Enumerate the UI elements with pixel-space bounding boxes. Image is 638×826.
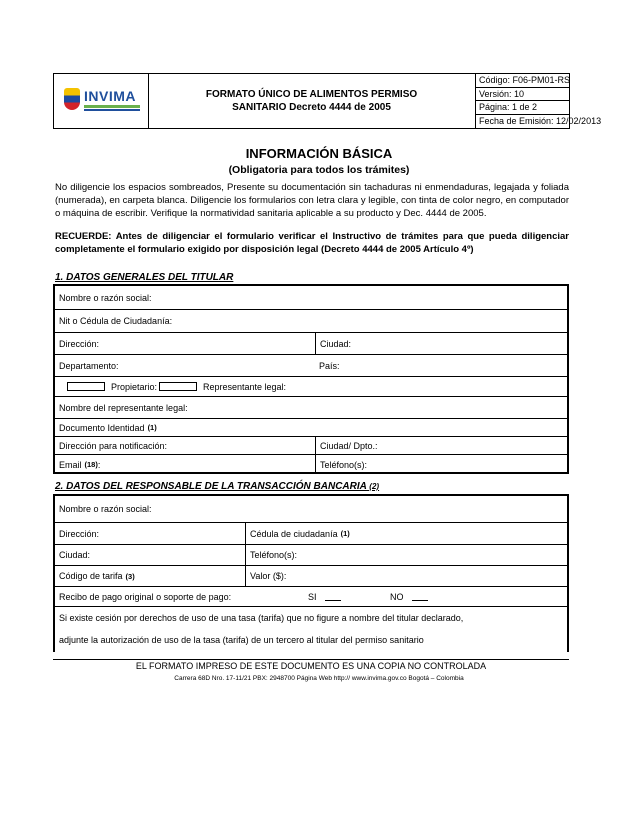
s2-direccion-row (55, 523, 567, 545)
email-colon: : (97, 459, 101, 470)
propietario-checkbox[interactable] (67, 382, 105, 391)
nit-row[interactable] (55, 310, 567, 333)
propietario-label: Propietario: (111, 381, 158, 392)
documento-row[interactable] (55, 419, 567, 437)
section-1-form (53, 284, 569, 474)
s2-recibo-label: Recibo de pago original o soporte de pago: (59, 591, 232, 602)
section-2-title (55, 481, 379, 492)
documento-label (55, 419, 567, 436)
s2-ciudad-field[interactable]: Ciudad: (59, 550, 91, 560)
reminder-text: RECUERDE: Antes de diligenciar el formulario verificar el Instructivo de trámites para que pueda diligenciar completamente el formulario exigido por disposición legal (Decreto 4444 de 2005 Artículo 4º) (55, 231, 569, 255)
tipo-row (55, 377, 567, 397)
s2-cedula-note: (1) (340, 529, 350, 538)
section-2-form (53, 494, 569, 652)
s2-direccion-field[interactable]: Dirección: (59, 528, 100, 539)
direccion-row (55, 333, 567, 355)
instructions-text: No diligencie los espacios sombreados, Presente su documentación sin tachaduras ni enmendaduras, legajada y foliada (numerada), en carpeta blanca. Diligencie los formularios con letra clara y legible, con tinta de color negro, en computador o máquina de escribir. Verifique la normatividad sanitaria aplicable a su producto y Dec. 4444 de 2005. (55, 182, 569, 219)
colombia-shield-icon (64, 88, 80, 110)
nit-label: Nit o Cédula de Ciudadanía: (59, 316, 173, 326)
s2-nombre-row[interactable] (55, 496, 567, 523)
departamento-field[interactable]: Departamento: (59, 360, 119, 371)
info-subtitle: (Obligatoria para todos los trámites) (228, 164, 410, 176)
ciudad-dpto-field[interactable]: Ciudad/ Dpto.: (315, 437, 567, 454)
section-1-title: 1. DATOS GENERALES DEL TITULAR (55, 272, 234, 283)
invima-wordmark: INVIMA (84, 88, 136, 104)
s2-cesion-row (55, 607, 567, 652)
nombre-representante-label: Nombre del representante legal: (59, 402, 188, 413)
section-2-title-note: (2) (369, 482, 380, 491)
departamento-row (55, 355, 567, 377)
document-meta (476, 74, 602, 128)
nombre-label: Nombre o razón social: (59, 292, 152, 303)
logo-stripe (84, 109, 140, 111)
representante-checkbox[interactable] (159, 382, 197, 391)
s2-codigo-note: (3) (125, 571, 135, 581)
s2-codigo-label: Código de tarifa (59, 571, 123, 581)
documento-text: Documento Identidad (59, 422, 145, 433)
s2-si-label: SI (308, 591, 317, 602)
documento-note: (1) (147, 423, 157, 432)
s2-codigo-tarifa-field[interactable] (55, 566, 245, 586)
section-2-title-text: 2. DATOS DEL RESPONSABLE DE LA TRANSACCIÓN BANCARIA (55, 481, 367, 492)
s2-recibo-row (55, 587, 567, 607)
s2-telefono-field[interactable]: Teléfono(s): (245, 545, 567, 565)
representante-label: Representante legal: (203, 381, 287, 392)
direccion-field[interactable]: Dirección: (59, 338, 100, 349)
document-header (53, 73, 602, 129)
info-title: INFORMACIÓN BÁSICA (245, 146, 393, 161)
title-line-2: SANITARIO Decreto 4444 de 2005 (232, 102, 391, 113)
s2-no-label: NO (390, 591, 404, 602)
version: Versión: 10 (476, 88, 570, 102)
nombre-row[interactable] (55, 286, 567, 310)
logo-cell (54, 74, 149, 128)
s2-tarifa-row (55, 566, 567, 587)
title-line-1: FORMATO ÚNICO DE ALIMENTOS PERMISO (205, 89, 418, 100)
s2-no-blank[interactable] (412, 592, 428, 601)
email-note: (18) (84, 460, 98, 469)
contacto-row (55, 455, 567, 474)
s2-cesion-line1: Si existe cesión por derechos de uso de una tasa (tarifa) que no figure a nombre del titular declarado, (59, 613, 464, 623)
s2-ciudad-row (55, 545, 567, 566)
footer-address: Carrera 68D Nro. 17-11/21 PBX: 2948700 Página Web http:// www.invima.gov.co Bogotá – Colombia (174, 675, 464, 682)
pagina: Página: 1 de 2 (476, 101, 570, 115)
ciudad-field[interactable]: Ciudad: (315, 333, 567, 354)
email-label: Email (59, 459, 82, 470)
pais-field[interactable]: País: (319, 360, 340, 371)
s2-si-blank[interactable] (325, 592, 341, 601)
logo-stripe (84, 105, 140, 108)
notificacion-row (55, 437, 567, 455)
s2-cedula-label: Cédula de ciudadanía (250, 528, 338, 539)
s2-cesion-line2: adjunte la autorización de uso de la tasa (tarifa) de un tercero al titular del permiso sanitario (59, 635, 424, 645)
nombre-representante-row[interactable] (55, 397, 567, 419)
s2-cedula-field[interactable] (245, 523, 567, 544)
representante-option[interactable] (155, 377, 355, 396)
s2-si-option[interactable] (304, 587, 384, 606)
email-field[interactable] (55, 455, 315, 474)
footer-notice: EL FORMATO IMPRESO DE ESTE DOCUMENTO ES UNA COPIA NO CONTROLADA (53, 659, 569, 672)
s2-no-option[interactable] (386, 587, 466, 606)
codigo: Código: F06-PM01-RS (476, 74, 570, 88)
direccion-notif-field[interactable]: Dirección para notificación: (59, 440, 168, 451)
s2-nombre-label: Nombre o razón social: (59, 504, 152, 514)
s2-valor-field[interactable]: Valor ($): (245, 566, 567, 586)
invima-logo (64, 86, 140, 116)
document-title (148, 74, 476, 128)
telefono-field[interactable]: Teléfono(s): (315, 455, 567, 474)
fecha-emision: Fecha de Emisión: 12/02/2013 (479, 115, 602, 126)
